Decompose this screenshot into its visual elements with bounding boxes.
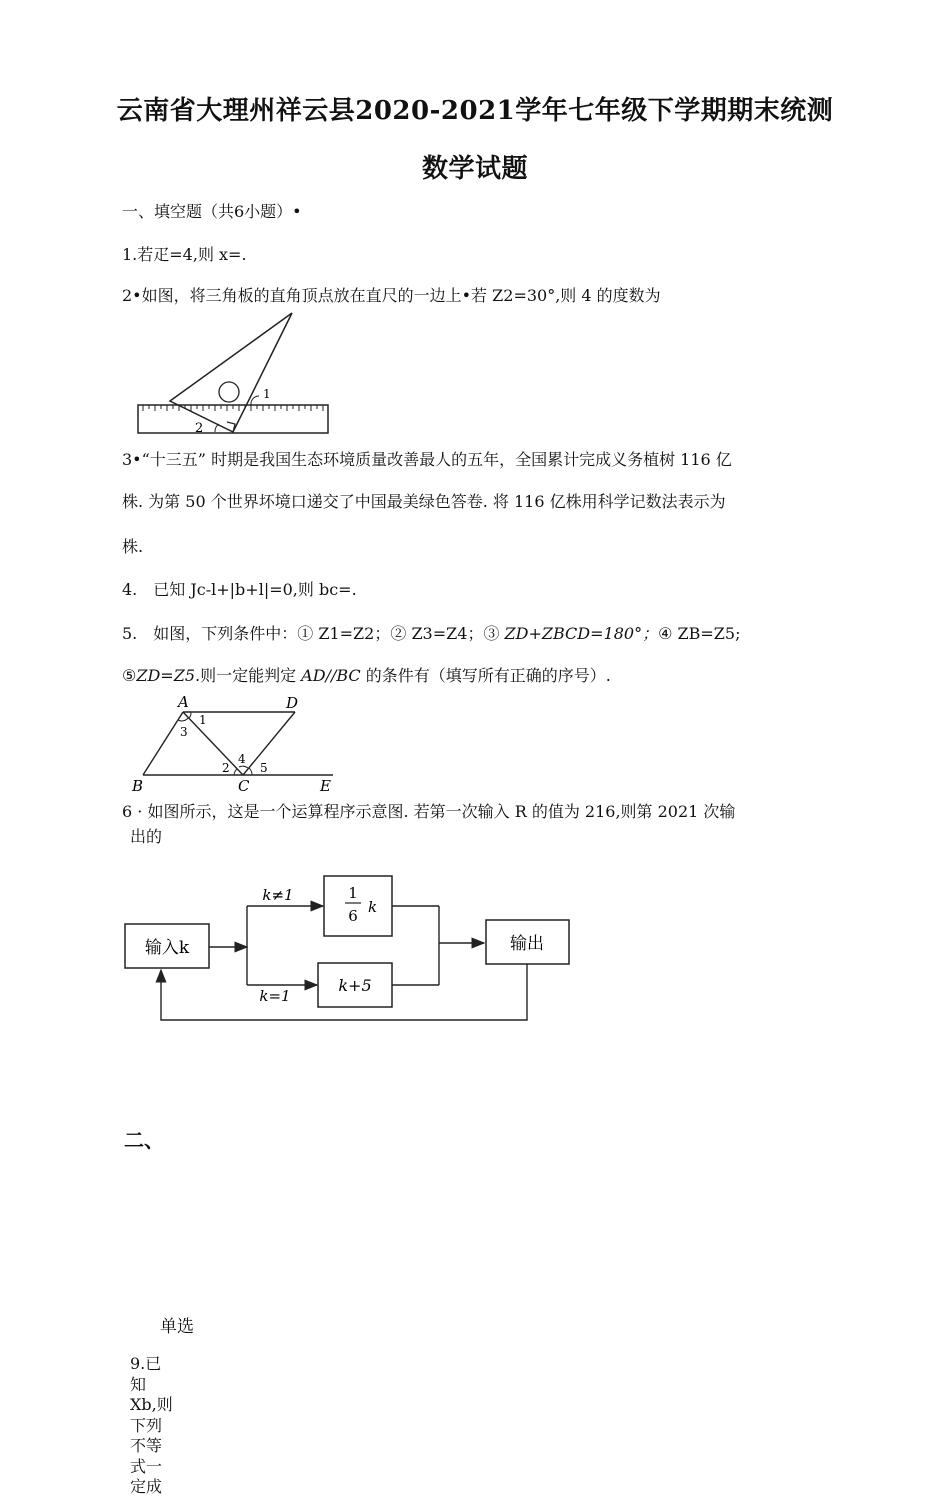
q5-text-d: ⑤ (122, 666, 137, 685)
parallelogram-figure (128, 690, 348, 794)
question-9-line: 式一 (130, 1456, 163, 1476)
q5-text-g: AD//BC (301, 666, 361, 685)
question-3-line-2: 株. 为第 50 个世界坏境口递交了中国最美绿色答卷. 将 116 亿株用科学记数法表示为 (122, 492, 726, 511)
question-3-line-1: 3•“十三五” 时期是我国生态环境质量改善最人的五年，全国累计完成义务植树 116 亿 (122, 450, 732, 469)
ruler-triangle-figure (135, 308, 335, 438)
divide-by-six-box (324, 876, 392, 936)
q5-text-h: 的条件有（填写所有正确的序号）. (360, 666, 611, 685)
fraction-denominator: 6 (348, 907, 358, 925)
angle-4-label: 4 (238, 752, 246, 766)
point-a-label: A (178, 693, 189, 711)
angle-3-label: 3 (180, 725, 188, 739)
question-9-line: 下列 (130, 1415, 163, 1435)
output-label: 输出 (510, 934, 544, 954)
question-9 (130, 1354, 173, 1498)
point-c-label: C (238, 777, 250, 795)
point-b-label: B (132, 777, 144, 795)
angle-5-label: 5 (260, 761, 268, 775)
angle-1-label: 1 (263, 387, 271, 401)
point-e-label: E (320, 777, 331, 795)
q5-text-c: ④ ZB=Z5; (658, 624, 741, 643)
condition-equals-one: k=1 (259, 987, 291, 1005)
q5-text-a: 5. 如图，下列条件中：① Z1=Z2；② Z3=Z4；③ (122, 624, 505, 643)
point-d-label: D (286, 694, 299, 712)
question-9-line: 定成 (130, 1477, 163, 1496)
section-heading-2: 二、 (124, 1128, 164, 1152)
question-9-line: 不等 (130, 1436, 163, 1455)
condition-not-one: k≠1 (262, 886, 294, 904)
question-9-line: 知 (130, 1374, 147, 1394)
fraction-variable: k (368, 898, 378, 916)
add-five-label: k+5 (338, 976, 372, 995)
question-9-line: 9.已 (130, 1354, 162, 1373)
angle-1-label: 1 (199, 713, 207, 727)
single-choice-label: 单选 (160, 1317, 194, 1337)
flowchart-figure (120, 866, 580, 1026)
question-1: 1.若疋=4,则 x=. (122, 245, 247, 264)
question-6-line-2: 出的 (130, 827, 163, 846)
question-3-line-3: 株. (122, 537, 144, 556)
set-square (170, 313, 292, 432)
angle-2-label: 2 (195, 421, 204, 436)
input-label: 输入k (144, 938, 190, 958)
angle-2-label: 2 (222, 761, 230, 775)
question-5-line-1 (122, 621, 740, 644)
question-9-line: Xb,则 (130, 1395, 173, 1414)
fraction-numerator: 1 (348, 884, 358, 902)
section-heading-fill-blank: 一、填空题（共6小题）• (122, 202, 302, 221)
question-4: 4. 已知 Jc-l+|b+l|=0,则 bc=. (122, 580, 357, 599)
q5-text-e: ZD=Z5. (136, 666, 201, 685)
page-subtitle: 数学试题 (421, 154, 528, 184)
q5-text-b: ZD+ZBCD=180°； (504, 624, 659, 643)
q5-text-f: 则一定能判定 (200, 666, 302, 685)
question-2: 2•如图，将三角板的直角顶点放在直尺的一边上•若 Z2=30°,则 4 的度数为 (122, 286, 661, 305)
question-6-line-1: 6 · 如图所示，这是一个运算程序示意图. 若第一次输入 R 的值为 216,则第 2021 次输 (122, 802, 736, 821)
question-5-line-2 (122, 663, 611, 686)
page-title: 云南省大理州祥云县2020-2021学年七年级下学期期末统测 (116, 96, 834, 126)
